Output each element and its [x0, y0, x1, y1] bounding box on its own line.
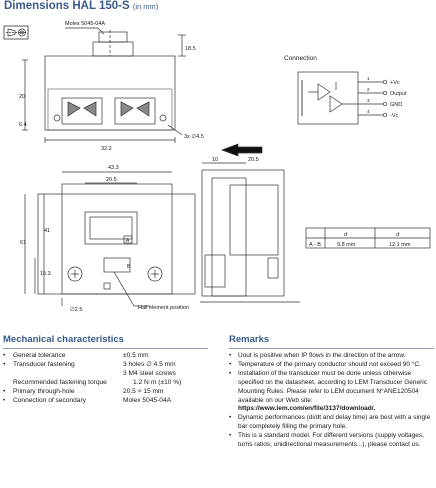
page-title: Dimensions HAL 150-S (in mm)	[4, 0, 159, 12]
list-item: • Installation of the transducer must be done unless otherwise specified on the datasheet, according to LEM Transducer Generic Mounting Rules. Please refer to LEM document N°ANE120504 available on our Web site: https://www.lem.com/en/file/3137/download/.	[229, 369, 427, 413]
pin-label-vc-minus: -Vc	[390, 113, 399, 119]
table-col-1: d	[344, 232, 348, 238]
remarks-rule	[229, 348, 434, 349]
list-item: • Dynamic performances (di/dt and delay time) are best with a single bar completely filling the primary hole.	[229, 414, 431, 431]
dim-61: 61	[20, 240, 27, 246]
dim-15-3: 15.3	[40, 271, 51, 277]
pin-label-vc-plus: +Vc	[390, 80, 400, 86]
list-item: • Transducer fastening 3 holes ∅ 4.5 mm	[3, 360, 176, 368]
dim-43-3: 43.3	[108, 165, 119, 171]
mech-title: Mechanical characteristics	[3, 334, 124, 345]
dim-6-4: 6.4	[19, 122, 27, 128]
pin-num-2: 2	[367, 87, 370, 92]
lem-link[interactable]: https://www.lem.com/en/file/3137/download/.	[238, 405, 376, 413]
unit-label: (in mm)	[132, 2, 159, 11]
projection-symbol-icon	[4, 26, 28, 39]
a-marker: A	[126, 238, 130, 244]
connection-title: Connection	[284, 55, 317, 62]
hole-label: 3x ∅4.5	[184, 134, 204, 140]
remarks-list	[229, 352, 434, 450]
b-marker: B	[127, 264, 131, 270]
dim-41: 41	[44, 228, 51, 234]
list-item: • Connection of secondary Molex 5045-04A	[3, 396, 172, 404]
dim-20-5-side: 20.5	[248, 157, 259, 163]
dimension-table	[306, 228, 430, 248]
list-item: • General tolerance ±0.5 mm	[3, 352, 149, 359]
list-item: • Temperature of the primary conductor should not exceed 90 °C.	[229, 360, 421, 368]
side-view	[200, 163, 300, 302]
connection-schematic	[298, 72, 387, 124]
mech-rule	[3, 348, 208, 349]
top-view	[22, 30, 186, 143]
pin-label-gnd: GND	[390, 102, 403, 108]
front-view	[25, 172, 195, 306]
dim-32-2: 32.2	[101, 146, 112, 152]
remarks-title: Remarks	[229, 334, 270, 345]
dim-20-5: 20.5	[106, 177, 117, 183]
mech-list	[3, 352, 181, 405]
pin-num-4: 4	[367, 109, 370, 114]
dim-10: 10	[212, 157, 219, 163]
pin-num-1: 1	[367, 76, 370, 81]
table-row-label: A - B	[309, 242, 321, 248]
pin-label-output: Output	[390, 91, 407, 97]
dim-2-5: ∅2.5	[70, 307, 83, 313]
pin-num-3: 3	[367, 98, 370, 103]
list-item: Recommended fastening torque 1.2 N·m (±10 %)	[13, 378, 182, 386]
hall-label: Hall element position	[138, 305, 190, 311]
dim-18-5: 18.5	[185, 46, 196, 52]
table-v2: 12.1 mm	[389, 242, 411, 248]
dim-20: 20	[19, 94, 26, 100]
table-v1: 9.8 mm	[337, 242, 356, 248]
connector-label: Molex 5045-04A	[65, 21, 106, 27]
list-item: • Primary through-hole 20.5 × 15 mm	[3, 387, 164, 395]
list-item: • Uout is positive when IP flows in the direction of the arrow.	[229, 352, 406, 359]
list-item: • This is a standard model. For different versions (supply voltages, turns ratios, unidirectional measurements...), please contact us.	[229, 432, 424, 449]
current-direction-arrow-icon	[222, 144, 262, 156]
table-col-2: d	[396, 232, 400, 238]
list-item: 3 M4 steel screws	[123, 369, 176, 377]
